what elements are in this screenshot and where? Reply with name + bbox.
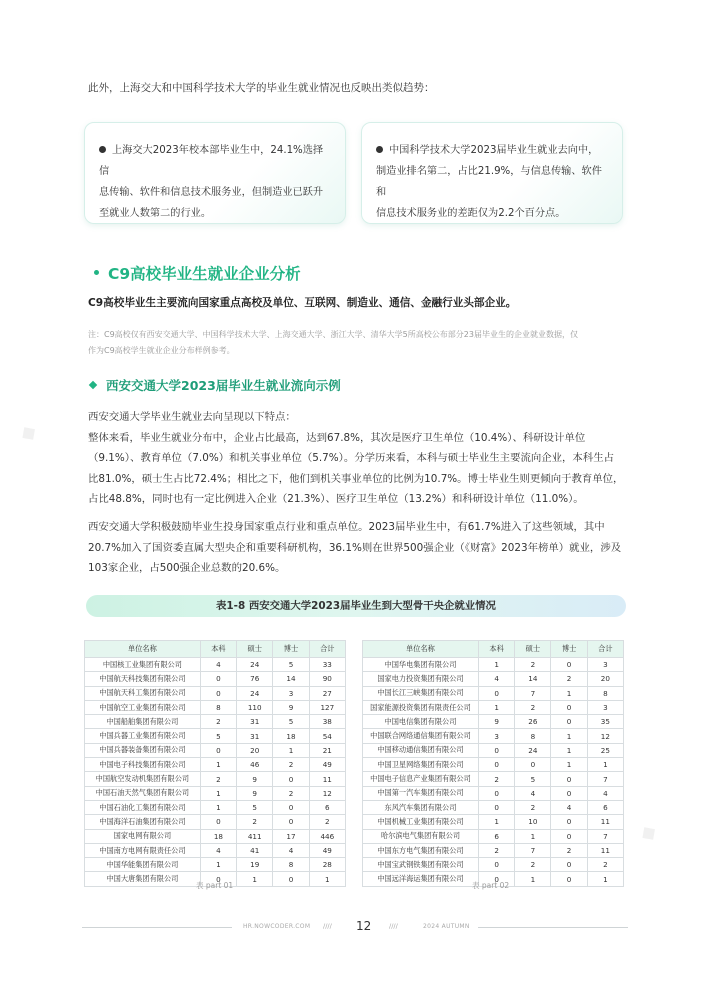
page-number: 12 [356, 919, 372, 933]
table-cell-value: 0 [479, 758, 515, 772]
table-cell-value: 0 [200, 872, 236, 886]
subsection-title: 西安交通大学2023届毕业生就业流向示例 [88, 376, 341, 394]
section-subtitle: C9高校毕业生主要流向国家重点高校及单位、互联网、制造业、通信、金融行业头部企业。 [88, 297, 517, 309]
table-row [85, 843, 346, 857]
footer-source: HR.NOWCODER.COM [243, 923, 311, 930]
table-cell-value: 5 [200, 729, 236, 743]
table-row [85, 829, 346, 843]
table-cell-company: 中国石油化工集团有限公司 [85, 800, 201, 814]
table-cell-company: 中国船舶集团有限公司 [85, 715, 201, 729]
table-cell-value: 0 [479, 858, 515, 872]
table-cell-company: 中国核工业集团有限公司 [85, 658, 201, 672]
table-body [85, 658, 346, 887]
column-header: 合计 [587, 641, 623, 658]
table-cell-value: 1 [587, 872, 623, 886]
table-row [363, 829, 624, 843]
table-cell-value: 2 [309, 815, 345, 829]
table-cell-value: 33 [309, 658, 345, 672]
table-cell-value: 2 [273, 786, 309, 800]
table-row [363, 700, 624, 714]
info-card-sjtu [84, 122, 346, 224]
table-cell-value: 1 [515, 829, 551, 843]
table-cell-value: 76 [237, 672, 273, 686]
table-row [85, 715, 346, 729]
table-cell-company: 哈尔滨电气集团有限公司 [363, 829, 479, 843]
table-cell-company: 中国兵器工业集团有限公司 [85, 729, 201, 743]
table-cell-value: 1 [200, 800, 236, 814]
table-cell-value: 1 [551, 729, 587, 743]
table-cell-value: 0 [200, 815, 236, 829]
table-cell-value: 2 [515, 658, 551, 672]
table-cell-value: 4 [273, 843, 309, 857]
table-cell-company: 中国远洋海运集团有限公司 [363, 872, 479, 886]
table-cell-value: 11 [587, 843, 623, 857]
watermark: ◆ [634, 817, 661, 847]
table-cell-value: 6 [587, 800, 623, 814]
table-cell-value: 21 [309, 743, 345, 757]
footer-separator: //// [323, 922, 332, 930]
table-cell-value: 9 [237, 772, 273, 786]
table-cell-value: 5 [515, 772, 551, 786]
table-cell-value: 3 [479, 729, 515, 743]
table-cell-value: 2 [551, 843, 587, 857]
table-row [363, 658, 624, 672]
table-cell-value: 0 [551, 715, 587, 729]
card-line: 至就业人数第二的行业。 [99, 208, 212, 219]
table-cell-company: 中国电信集团有限公司 [363, 715, 479, 729]
table-cell-company: 东风汽车集团有限公司 [363, 800, 479, 814]
table-row [85, 672, 346, 686]
table-row [85, 743, 346, 757]
table-cell-value: 0 [479, 686, 515, 700]
table-cell-value: 0 [273, 772, 309, 786]
table-cell-value: 9 [273, 700, 309, 714]
column-header: 博士 [551, 641, 587, 658]
table-cell-company: 中国机械工业集团有限公司 [363, 815, 479, 829]
table-cell-value: 4 [200, 658, 236, 672]
table-cell-value: 1 [551, 686, 587, 700]
table-row [363, 729, 624, 743]
table-cell-value: 0 [200, 686, 236, 700]
table-cell-company: 中国电子科技集团有限公司 [85, 758, 201, 772]
table-part-label: 表 part 02 [472, 881, 510, 890]
column-header: 单位名称 [85, 641, 201, 658]
table-header-row [363, 641, 624, 658]
info-card-ustc [361, 122, 623, 224]
diamond-icon [89, 380, 97, 388]
table-cell-company: 中国航空发动机集团有限公司 [85, 772, 201, 786]
table-cell-value: 2 [479, 843, 515, 857]
table-caption: 表1-8 西安交通大学2023届毕业生到大型骨干央企就业情况 [86, 595, 626, 617]
table-cell-value: 6 [479, 829, 515, 843]
footer-divider [478, 927, 628, 928]
table-cell-value: 0 [515, 758, 551, 772]
table-cell-company: 中国长江三峡集团有限公司 [363, 686, 479, 700]
table-row [363, 815, 624, 829]
table-cell-value: 12 [587, 729, 623, 743]
table-cell-value: 0 [479, 743, 515, 757]
table-cell-value: 26 [515, 715, 551, 729]
table-cell-value: 0 [479, 786, 515, 800]
page-footer [0, 921, 711, 935]
table-cell-value: 14 [273, 672, 309, 686]
table-row [85, 772, 346, 786]
table-cell-company: 中国大唐集团有限公司 [85, 872, 201, 886]
table-cell-company: 中国电子信息产业集团有限公司 [363, 772, 479, 786]
table-cell-company: 中国航天科工集团有限公司 [85, 686, 201, 700]
table-cell-value: 2 [200, 715, 236, 729]
footer-divider [82, 927, 232, 928]
table-cell-value: 0 [551, 700, 587, 714]
bullet-icon [376, 146, 383, 153]
table-header-row [85, 641, 346, 658]
table-row [363, 743, 624, 757]
table-cell-value: 31 [237, 729, 273, 743]
table-row [85, 786, 346, 800]
table-cell-value: 1 [479, 700, 515, 714]
table-cell-value: 4 [515, 786, 551, 800]
table-row [363, 772, 624, 786]
table-cell-value: 28 [309, 858, 345, 872]
table-cell-value: 0 [551, 772, 587, 786]
table-cell-company: 国家电网有限公司 [85, 829, 201, 843]
table-cell-value: 5 [273, 715, 309, 729]
table-cell-value: 2 [551, 672, 587, 686]
table-row [85, 658, 346, 672]
table-part-label: 表 part 01 [196, 881, 234, 890]
footer-season: 2024 AUTUMN [423, 923, 470, 930]
table-cell-company: 中国华电集团有限公司 [363, 658, 479, 672]
table-cell-company: 中国航天科技集团有限公司 [85, 672, 201, 686]
paragraph-2: 西安交通大学积极鼓励毕业生投身国家重点行业和重点单位。2023届毕业生中，有61.7%进入了这些领域，其中 20.7%加入了国资委直属大型央企和重要科研机构，36.1%则在世界500强企业（《财富》2023年榜单）就业，涉及 103家企业，占500强企业总数的20.6%。 [88, 521, 622, 574]
table-cell-value: 0 [551, 858, 587, 872]
table-cell-value: 1 [551, 758, 587, 772]
table-cell-value: 2 [587, 858, 623, 872]
footer-separator: //// [389, 922, 398, 930]
table-cell-value: 446 [309, 829, 345, 843]
table-cell-company: 中国东方电气集团有限公司 [363, 843, 479, 857]
card-line: 上海交大2023年校本部毕业生中，24.1%选择信 [99, 145, 324, 177]
table-cell-value: 0 [551, 815, 587, 829]
table-cell-value: 2 [200, 772, 236, 786]
table-cell-value: 24 [515, 743, 551, 757]
table-cell-value: 1 [200, 786, 236, 800]
card-line: 中国科学技术大学2023届毕业生就业去向中， [376, 140, 608, 161]
table-cell-value: 4 [587, 786, 623, 800]
table-body [363, 658, 624, 887]
table-row [363, 800, 624, 814]
table-cell-value: 41 [237, 843, 273, 857]
table-cell-value: 0 [200, 743, 236, 757]
table-cell-company: 国家能源投资集团有限责任公司 [363, 700, 479, 714]
table-cell-value: 1 [200, 758, 236, 772]
table-cell-value: 0 [551, 658, 587, 672]
table-cell-value: 90 [309, 672, 345, 686]
table-row [85, 815, 346, 829]
table-cell-value: 20 [587, 672, 623, 686]
watermark: ◆ [14, 417, 41, 447]
table-row [85, 858, 346, 872]
table-row [85, 686, 346, 700]
table-cell-value: 2 [515, 700, 551, 714]
table-cell-value: 27 [309, 686, 345, 700]
bullet-icon [94, 270, 99, 275]
table-cell-value: 1 [515, 872, 551, 886]
table-cell-value: 49 [309, 843, 345, 857]
table-cell-value: 0 [273, 872, 309, 886]
table-cell-company: 中国第一汽车集团有限公司 [363, 786, 479, 800]
section-title: C9高校毕业生就业企业分析 [94, 262, 301, 284]
table-cell-value: 8 [200, 700, 236, 714]
table-cell-value: 3 [273, 686, 309, 700]
table-row [85, 729, 346, 743]
table-cell-value: 20 [237, 743, 273, 757]
table-cell-value: 18 [273, 729, 309, 743]
table-cell-value: 1 [237, 872, 273, 886]
table-row [363, 715, 624, 729]
table-row [85, 700, 346, 714]
table-cell-value: 35 [587, 715, 623, 729]
table-cell-value: 7 [515, 686, 551, 700]
table-cell-value: 9 [479, 715, 515, 729]
table-cell-value: 12 [309, 786, 345, 800]
table-row [363, 758, 624, 772]
table-cell-value: 19 [237, 858, 273, 872]
table-cell-value: 2 [479, 772, 515, 786]
table-cell-value: 127 [309, 700, 345, 714]
table-cell-company: 中国航空工业集团有限公司 [85, 700, 201, 714]
table-cell-value: 14 [515, 672, 551, 686]
table-cell-value: 0 [479, 872, 515, 886]
column-header: 硕士 [237, 641, 273, 658]
table-cell-value: 1 [273, 743, 309, 757]
table-cell-company: 中国联合网络通信集团有限公司 [363, 729, 479, 743]
table-cell-value: 17 [273, 829, 309, 843]
table-cell-value: 0 [551, 872, 587, 886]
table-cell-value: 46 [237, 758, 273, 772]
table-cell-company: 中国石油天然气集团有限公司 [85, 786, 201, 800]
table-cell-value: 1 [479, 815, 515, 829]
column-header: 硕士 [515, 641, 551, 658]
table-cell-value: 1 [200, 858, 236, 872]
table-cell-value: 0 [200, 672, 236, 686]
table-cell-value: 8 [273, 858, 309, 872]
table-cell-company: 中国海洋石油集团有限公司 [85, 815, 201, 829]
table-cell-company: 中国卫星网络集团有限公司 [363, 758, 479, 772]
column-header: 本科 [479, 641, 515, 658]
intro-text: 此外，上海交大和中国科学技术大学的毕业生就业情况也反映出类似趋势： [88, 82, 435, 94]
card-line: 制造业排名第二，占比21.9%，与信息传输、软件和 [376, 166, 602, 198]
table-cell-value: 24 [237, 686, 273, 700]
table-cell-value: 0 [551, 786, 587, 800]
table-cell-value: 4 [551, 800, 587, 814]
paragraph-1: 西安交通大学毕业生就业去向呈现以下特点： 整体来看，毕业生就业分布中，企业占比最高，达到67.8%，其次是医疗卫生单位（10.4%）、科研设计单位 （9.1%）、教育单位（7.0%）和机关事业单位（5.7%）。分学历来看，本科与硕士毕业生主要流向企业，本科生占 比81.0%，硕士生占比72.4%；相比之下，他们到机关事业单位的比例为10.7%。博士毕业生则更倾向于教育单位， 占比48.8%，同时也有一定比例进入企业（21.3%）、医疗卫生单位（13.2%）和科研设计单位（11.0%）。 [88, 411, 624, 505]
table-cell-value: 8 [515, 729, 551, 743]
table-cell-company: 中国移动通信集团有限公司 [363, 743, 479, 757]
table-cell-value: 24 [237, 658, 273, 672]
table-cell-value: 7 [587, 772, 623, 786]
section-note: 注：C9高校仅有西安交通大学、中国科学技术大学、上海交通大学、浙江大学、清华大学5所高校公布部分23届毕业生的企业就业数据，仅 作为C9高校学生就业企业分布样例参考。 [88, 330, 578, 355]
table-cell-value: 54 [309, 729, 345, 743]
table-cell-value: 7 [587, 829, 623, 843]
table-cell-value: 18 [200, 829, 236, 843]
table-cell-company: 中国宝武钢铁集团有限公司 [363, 858, 479, 872]
table-row [363, 858, 624, 872]
table-cell-value: 5 [237, 800, 273, 814]
table-cell-value: 11 [587, 815, 623, 829]
table-cell-value: 0 [479, 800, 515, 814]
table-cell-value: 1 [551, 743, 587, 757]
table-cell-value: 110 [237, 700, 273, 714]
table-cell-value: 2 [515, 858, 551, 872]
data-table-part-2 [362, 640, 624, 887]
table-cell-value: 2 [515, 800, 551, 814]
table-cell-value: 9 [237, 786, 273, 800]
table-row [85, 758, 346, 772]
table-cell-value: 0 [273, 815, 309, 829]
table-cell-company: 国家电力投资集团有限公司 [363, 672, 479, 686]
table-cell-value: 3 [587, 700, 623, 714]
table-cell-value: 411 [237, 829, 273, 843]
table-cell-value: 11 [309, 772, 345, 786]
table-cell-company: 中国南方电网有限责任公司 [85, 843, 201, 857]
table-cell-value: 49 [309, 758, 345, 772]
table-cell-value: 6 [309, 800, 345, 814]
table-cell-value: 1 [309, 872, 345, 886]
column-header: 合计 [309, 641, 345, 658]
table-cell-value: 8 [587, 686, 623, 700]
table-cell-value: 10 [515, 815, 551, 829]
table-cell-value: 1 [587, 758, 623, 772]
table-cell-value: 38 [309, 715, 345, 729]
data-table-part-1 [84, 640, 346, 887]
table-cell-value: 0 [273, 800, 309, 814]
table-cell-value: 25 [587, 743, 623, 757]
table-row [363, 843, 624, 857]
table-cell-value: 7 [515, 843, 551, 857]
bullet-icon [99, 146, 106, 153]
table-row [363, 786, 624, 800]
column-header: 博士 [273, 641, 309, 658]
column-header: 单位名称 [363, 641, 479, 658]
card-line: 信息技术服务业的差距仅为2.2个百分点。 [376, 208, 566, 219]
table-row [363, 672, 624, 686]
table-cell-value: 2 [273, 758, 309, 772]
table-cell-value: 31 [237, 715, 273, 729]
table-cell-value: 1 [479, 658, 515, 672]
table-row [363, 686, 624, 700]
table-row [85, 800, 346, 814]
column-header: 本科 [200, 641, 236, 658]
table-cell-value: 0 [551, 829, 587, 843]
table-cell-value: 4 [479, 672, 515, 686]
table-cell-value: 2 [237, 815, 273, 829]
table-cell-company: 中国兵器装备集团有限公司 [85, 743, 201, 757]
table-cell-value: 5 [273, 658, 309, 672]
table-cell-company: 中国华能集团有限公司 [85, 858, 201, 872]
table-cell-value: 3 [587, 658, 623, 672]
table-cell-value: 4 [200, 843, 236, 857]
card-line: 息传输、软件和信息技术服务业，但制造业已跃升 [99, 187, 324, 198]
